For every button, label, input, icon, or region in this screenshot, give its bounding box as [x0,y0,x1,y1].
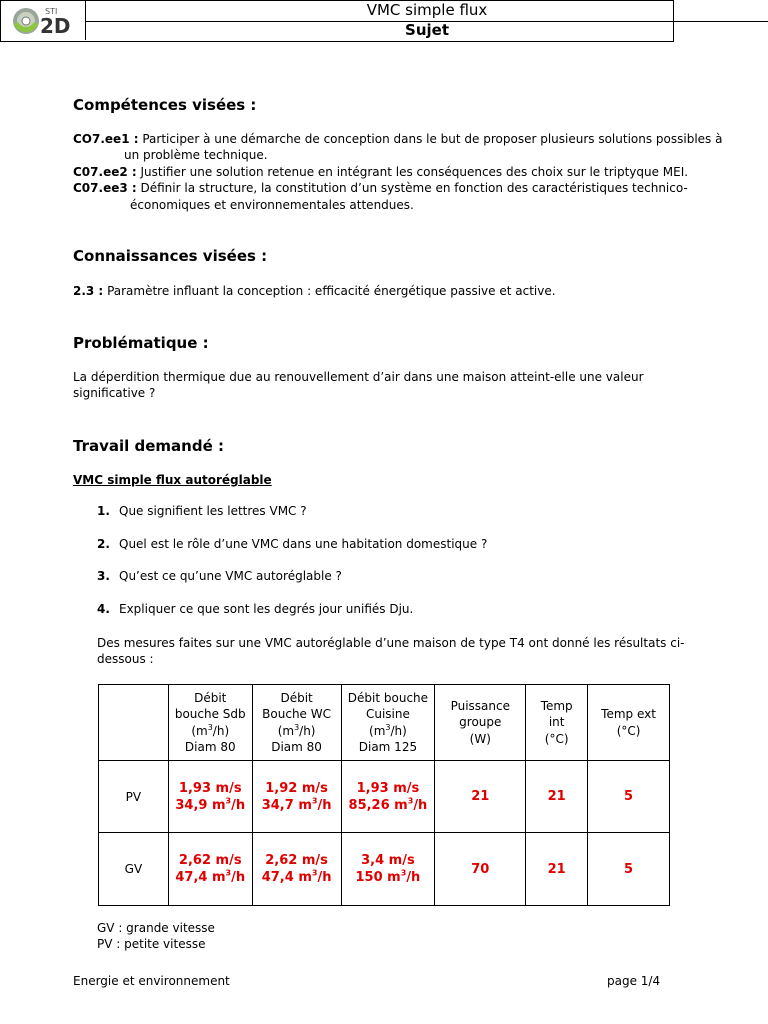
cell-wc: 2,62 m/s 47,4 $m^3/h$ [252,833,341,906]
sti2d-logo [0,0,86,40]
cell-sdb: 1,93 m/s 34,9 $m^3/h$ [168,761,252,833]
header-empty-cell [99,685,169,761]
header-temp-int: Temp int (°C) [526,685,588,761]
problematique-heading: Problématique : [73,334,209,352]
cell-temp-ext: 5 [588,833,670,906]
competence-item-2: C07.ee2 : Justifier une solution retenue en intégrant les conséquences des choix sur le triptyque MEI. [73,165,689,179]
measurement-table [98,684,670,906]
logo-2d-text: 2D [40,14,71,38]
cell-sdb: 2,62 m/s 47,4 $m^3/h$ [168,833,252,906]
row-label: PV [99,761,169,833]
question-3-text: Qu’est ce qu’une VMC autoréglable ? [119,569,342,583]
question-2-text: Quel est le rôle d’une VMC dans une habitation domestique ? [119,537,488,551]
legend-pv: PV : petite vitesse [97,937,206,951]
competence-item-1-cont: un problème technique. [124,148,268,162]
cell-temp-ext: 5 [588,761,670,833]
question-2-number: 2. [97,537,110,551]
row-label: GV [99,833,169,906]
question-1-number: 1. [97,504,110,518]
intro-line-1: Des mesures faites sur une VMC autoréglable d’une maison de type T4 ont donné les résultats ci- [97,636,685,650]
header-temp-ext: Temp ext (°C) [588,685,670,761]
intro-line-2: dessous : [97,652,154,666]
question-4-number: 4. [97,602,110,616]
header-cuisine: Débit bouche Cuisine $(m^3/h)$ Diam 125 [341,685,435,761]
table-row [99,761,670,833]
document-header [0,0,674,42]
doc-subtitle: Sujet [405,21,449,39]
travail-heading: Travail demandé : [73,437,224,455]
cell-cuisine: 1,93 m/s 85,26 $m^3/h$ [341,761,435,833]
competence-item-1: CO7.ee1 : Participer à une démarche de conception dans le but de proposer plusieurs solutions possibles à [73,132,723,146]
question-4-text: Expliquer ce que sont les degrés jour unifiés Dju. [119,602,414,616]
connaissances-heading: Connaissances visées : [73,247,268,265]
cell-cuisine: 3,4 m/s 150 $m^3/h$ [341,833,435,906]
cell-temp-int: 21 [526,761,588,833]
table-header-row [99,685,670,761]
header-sdb: Débit bouche Sdb $(m^3/h)$ Diam 80 [168,685,252,761]
legend-gv: GV : grande vitesse [97,921,215,935]
logo-sti-text: STI [45,7,58,16]
doc-title: VMC simple flux [86,0,768,22]
cell-puissance: 70 [435,833,526,906]
travail-subheading: VMC simple flux autoréglable [73,473,272,487]
problematique-line-1: La déperdition thermique due au renouvellement d’air dans une maison atteint-elle une valeur [73,370,644,384]
connaissance-item: 2.3 : Paramètre influant la conception : efficacité énergétique passive et active. [73,284,556,298]
cell-temp-int: 21 [526,833,588,906]
competence-item-3-cont: économiques et environnementales attendues. [130,198,414,212]
competences-heading: Compétences visées : [73,96,257,114]
competence-item-3: C07.ee3 : Définir la structure, la constitution d’un système en fonction des caractéristiques technico- [73,181,688,195]
page-number: page 1/4 [607,974,661,988]
table-row [99,833,670,906]
question-1-text: Que signifient les lettres VMC ? [119,504,307,518]
footer-left: Energie et environnement [73,974,230,988]
cell-wc: 1,92 m/s 34,7 $m^3/h$ [252,761,341,833]
cell-puissance: 21 [435,761,526,833]
problematique-line-2: significative ? [73,386,156,400]
question-3-number: 3. [97,569,110,583]
header-puissance: Puissance groupe (W) [435,685,526,761]
header-wc: Débit Bouche WC $(m^3/h)$ Diam 80 [252,685,341,761]
